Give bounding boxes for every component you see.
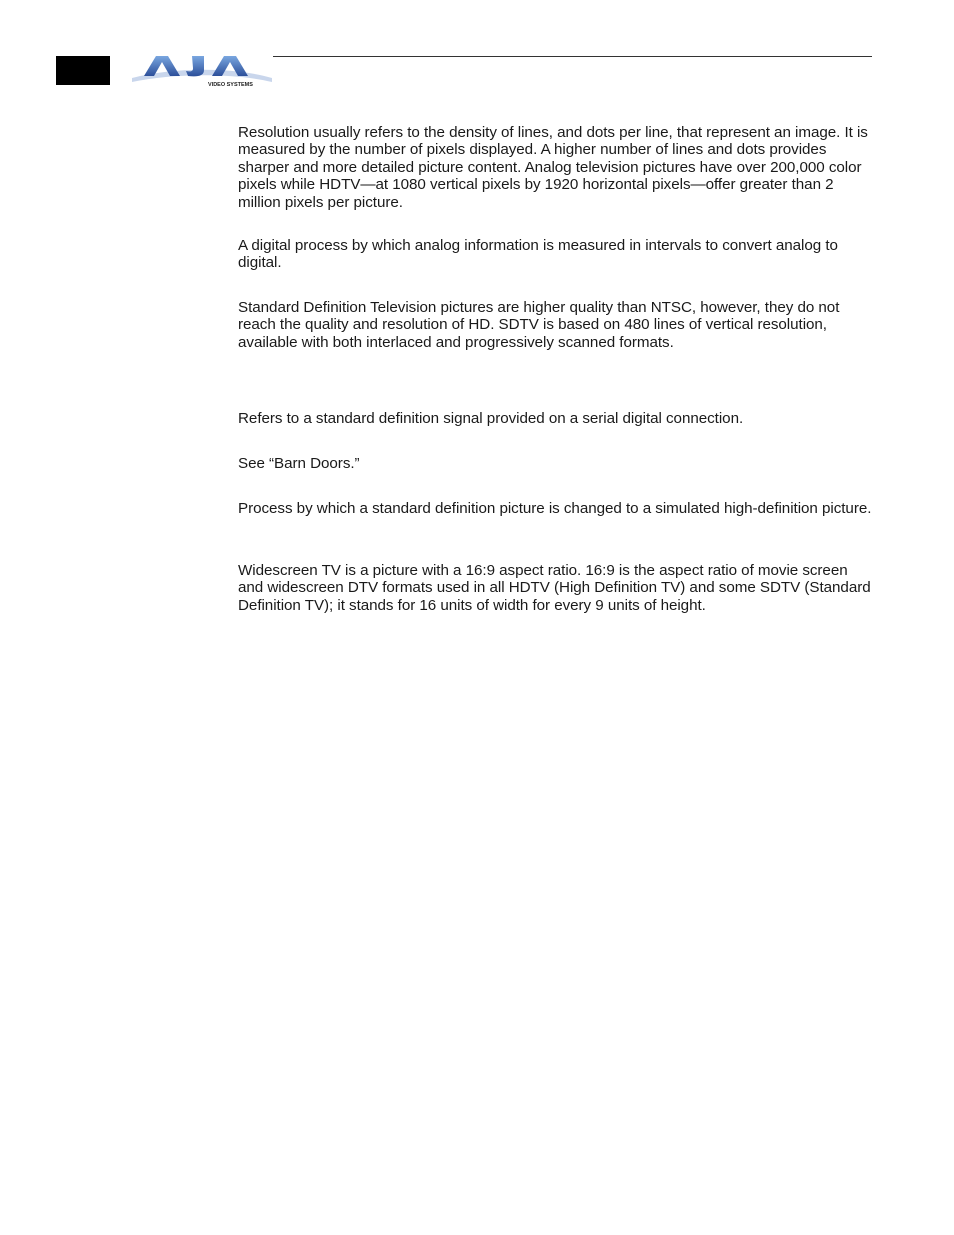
header-rule — [273, 56, 872, 57]
glossary-definition: Process by which a standard definition picture is changed to a simulated high-definition picture. — [238, 500, 872, 517]
glossary-definition: Standard Definition Television pictures are higher quality than NTSC, however, they do not reach the quality and resolution of HD. SDTV is based on 480 lines of vertical resolution, available with both interlaced and progressively scanned formats. — [238, 299, 840, 351]
glossary-definition: A digital process by which analog information is measured in intervals to convert analog to digital. — [238, 237, 838, 272]
aja-logo — [130, 52, 274, 88]
glossary-definition: See “Barn Doors.” — [238, 455, 360, 472]
logo-caption: VIDEO SYSTEMS — [208, 82, 253, 88]
glossary-definition: Widescreen TV is a picture with a 16:9 aspect ratio. 16:9 is the aspect ratio of movie screen and widescreen DTV formats used in all HDTV (High Definition TV) and some SDTV (Standard Definition TV); it stands for 16 units of width for every 9 units of height. — [238, 562, 871, 614]
glossary-definition: Resolution usually refers to the density of lines, and dots per line, that represent an image. It is measured by the number of pixels displayed. A higher number of lines and dots provides sharper and more detailed picture content. Analog television pictures have over 200,000 color pixels while HDTV—at 1080 vertical pixels by 1920 horizontal pixels—offer greater than 2 million pixels per picture. — [238, 124, 868, 211]
glossary-definition: Refers to a standard definition signal provided on a serial digital connection. — [238, 410, 744, 427]
page-number-tab — [56, 56, 110, 85]
